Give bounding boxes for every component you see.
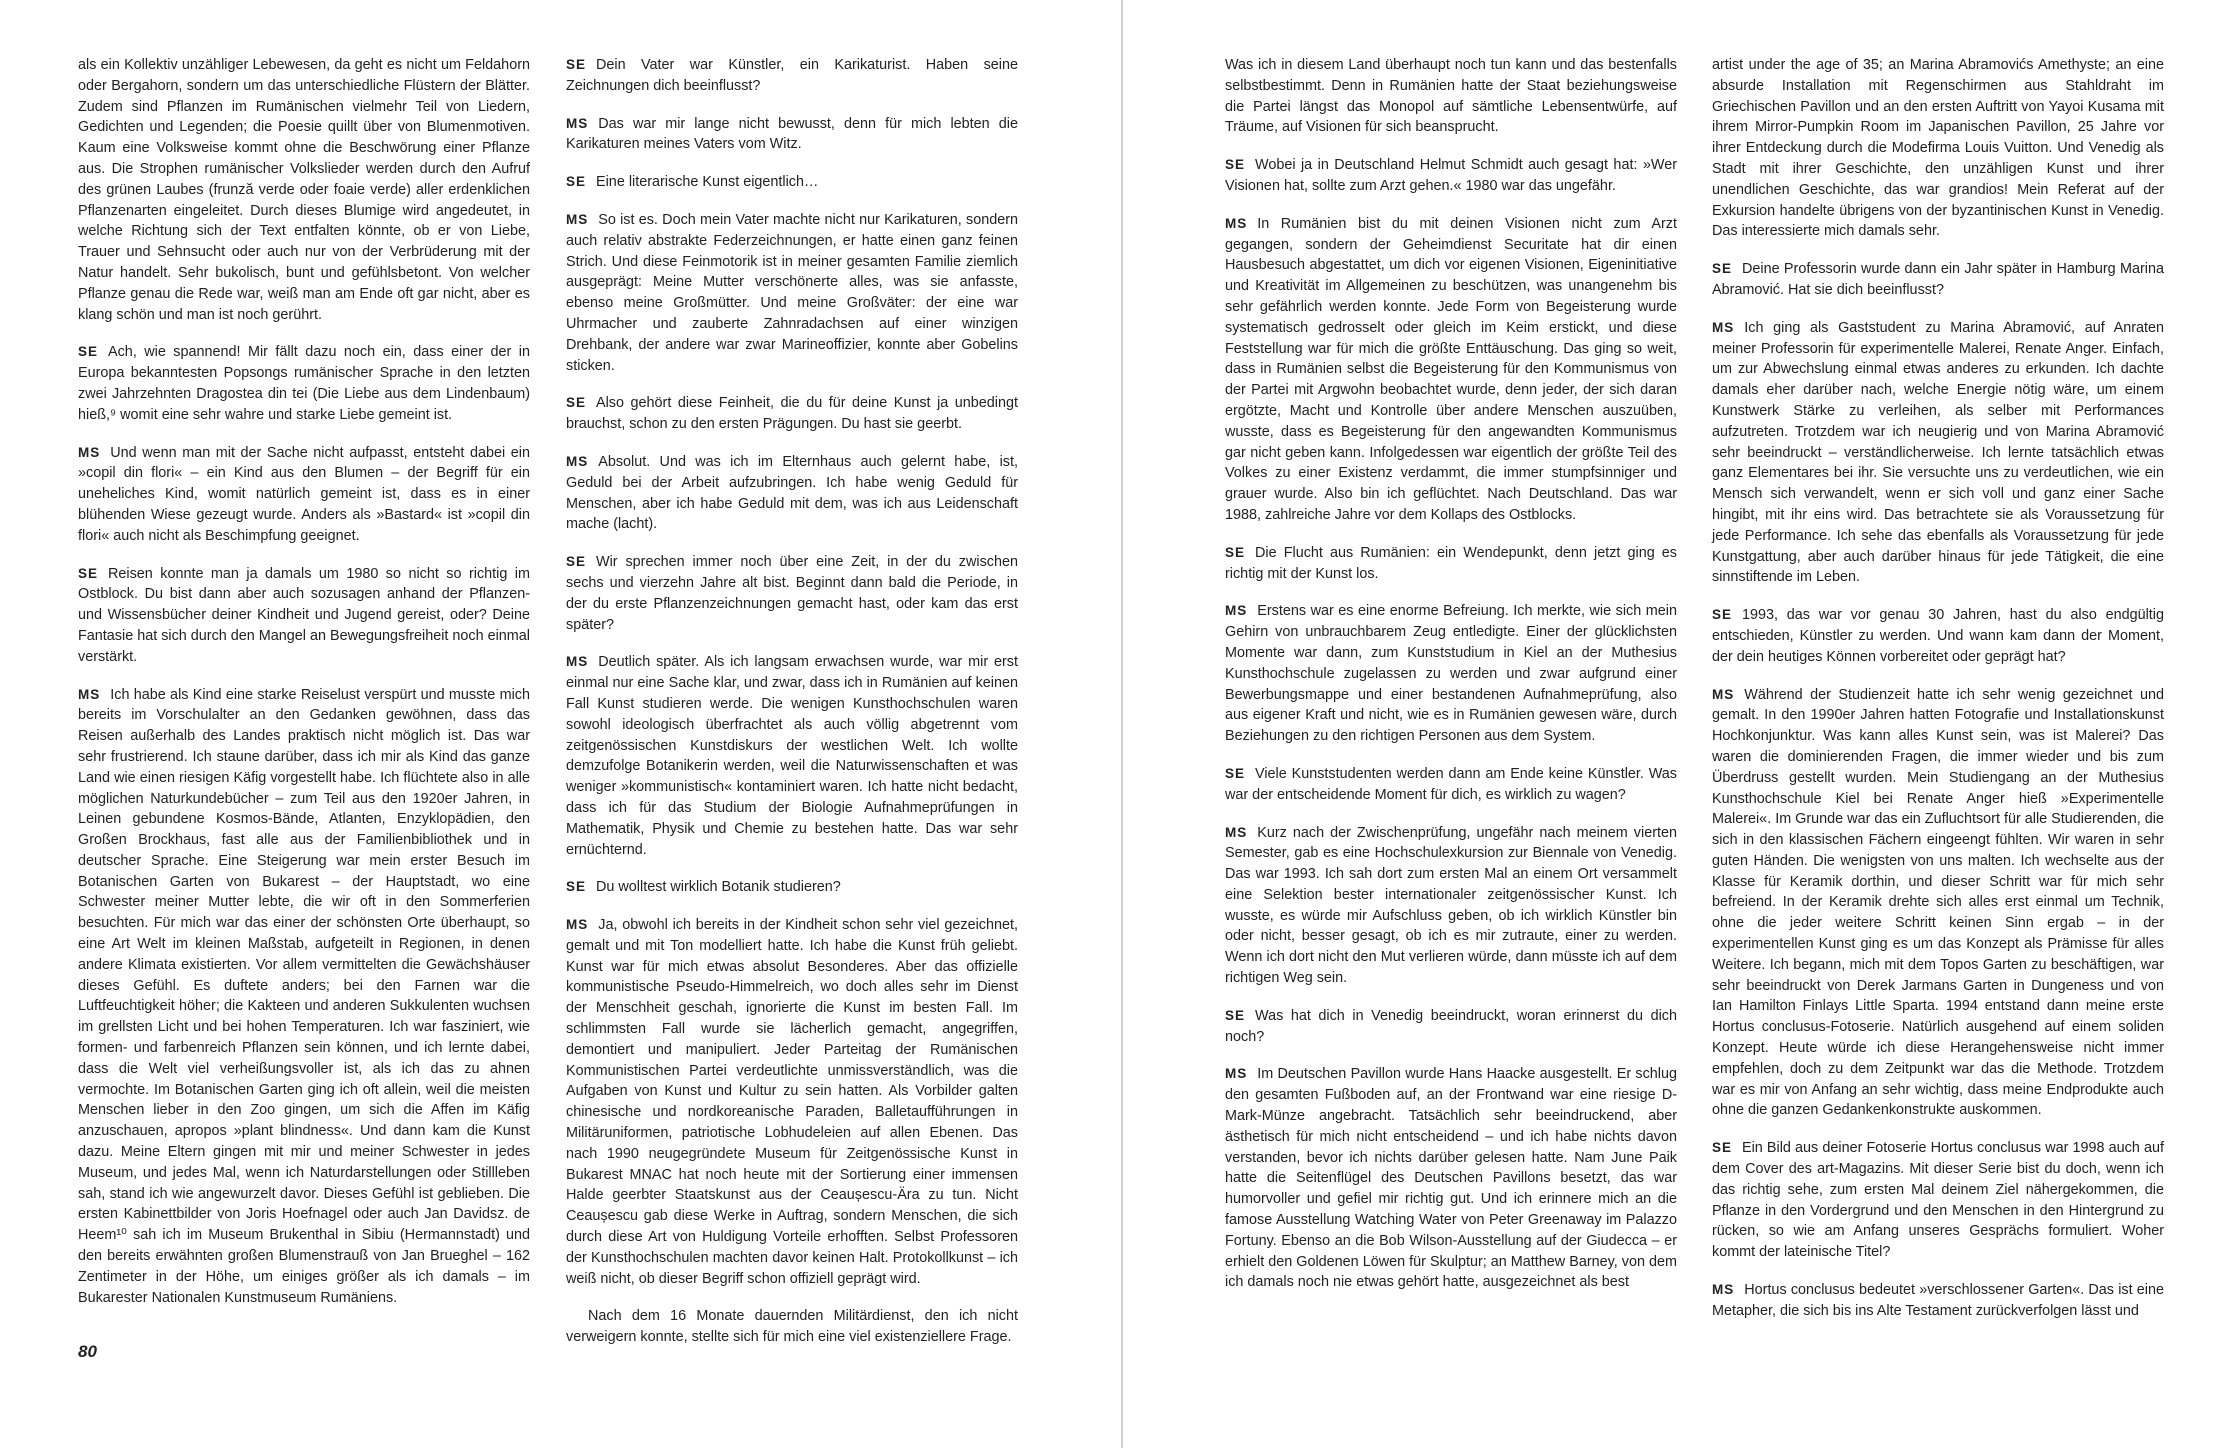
speaker-initials: MS <box>1712 686 1735 702</box>
paragraph-text: Und wenn man mit der Sache nicht aufpasst, entsteht dabei ein »copil din flori« – ein Kind aus den Blumen – der Begriff für ein uneheliches Kind, womit natürlich gemeint ist, dass es in einer blühenden Wiese gezeugt wurde. Anders als »Bastard« ist »copil din flori« auch nicht als Beschimpfung geeignet. <box>78 444 530 544</box>
interview-paragraph <box>78 443 530 547</box>
paragraph-text: Absolut. Und was ich im Elternhaus auch gelernt habe, ist, Geduld bei der Arbeit aufzubringen. Ich habe wenig Geduld für Menschen, aber ich habe Geduld mit dem, was ich aus Leidenschaft mache (lacht). <box>566 453 1018 533</box>
speaker-initials: MS <box>566 453 589 469</box>
paragraph-text: Hortus conclusus bedeutet »verschlossener Garten«. Das ist eine Metapher, die sich bis ins Alte Testament zurückverfolgen lässt und <box>1712 1282 2164 1319</box>
speaker-initials: SE <box>1225 157 1246 173</box>
interview-paragraph <box>566 172 1018 193</box>
speaker-initials: SE <box>78 344 99 360</box>
paragraph-text: Nach dem 16 Monate dauernden Militärdienst, den ich nicht verweigern konnte, stellte sich für mich eine viel existenziellere Frage. <box>566 1308 1018 1346</box>
paragraph-text: Im Deutschen Pavillon wurde Hans Haacke ausgestellt. Er schlug den gesamten Fußboden auf, an der Frontwand war eine riesige D-Mark-Münze angebracht. Tatsächlich sehr beeindruckend, aber ästhetisch für mich nicht entscheidend – und ich habe nichts davon verstanden, bevor ich nichts darüber gelesen hatte. Nam June Paik hatte die Seitenflügel des Deutschen Pavillons besetzt, das war humorvoller und gefiel mir richtig gut. Und ich erinnere mich an die famose Ausstellung Watching Water von Peter Greenaway im Palazzo Fortuny. Ebenso an die Bob Wilson-Ausstellung auf der Giudecca – er erhielt den Goldenen Löwen für Skulptur; an Matthew Barney, von dem ich damals noch nie etwas gehört hatte, ausgezeichnet als best <box>1225 1066 1677 1291</box>
paragraph-text: Eine literarische Kunst eigentlich… <box>596 174 819 191</box>
paragraph-text: So ist es. Doch mein Vater machte nicht nur Karikaturen, sondern auch relativ abstrakte Federzeichnungen, er hatte einen ganz feinen Strich. Und diese Feinmotorik ist in meiner gesamten Familie ziemlich ausgeprägt: Meine Mutter verschönerte alles, was sie anfasste, ebenso meine Großmütter. Und meine Großväter: der eine war Uhrmacher und zauberte Zahnradachsen auf einer winzigen Drehbank, der andere war zwar Marineoffizier, konnte aber Gobelins sticken. <box>566 211 1018 374</box>
paragraph-text: Viele Kunststudenten werden dann am Ende keine Künstler. Was war der entscheidende Moment für dich, es wirklich zu wagen? <box>1225 765 1677 803</box>
interview-paragraph <box>566 210 1018 376</box>
paragraph-text: Die Flucht aus Rumänien: ein Wendepunkt, denn jetzt ging es richtig mit der Kunst los. <box>1225 544 1677 582</box>
speaker-initials: SE <box>566 174 587 190</box>
interview-paragraph <box>566 55 1018 97</box>
interview-paragraph <box>566 915 1018 1289</box>
left-page-column-1 <box>78 55 530 1325</box>
paragraph-text: Erstens war es eine enorme Befreiung. Ich merkte, wie sich mein Gehirn von unbrauchbarem Zeug entledigte. Einer der glücklichsten Momente war dann, zum Kunststudium in Kiel an der Muthesius Kunsthochschule zugelassen zu werden und zwar aufgrund einer Bewerbungsmappe und einer bestandenen Aufnahmeprüfung, also aus eigener Kraft und nicht, wie es in Rumänien gewesen wäre, durch Beziehungen zu den richtigen Personen aus dem System. <box>1225 603 1677 745</box>
speaker-initials: MS <box>1712 1282 1735 1298</box>
paragraph-text: Also gehört diese Feinheit, die du für deine Kunst ja unbedingt brauchst, schon zu den ersten Prägungen. Du hast sie geerbt. <box>566 395 1018 433</box>
interview-paragraph <box>1712 1138 2164 1263</box>
paragraph-text: Deutlich später. Als ich langsam erwachsen wurde, war mir erst einmal nur eine Sache klar, und zwar, dass ich in Rumänien auf keinen Fall Kunst studieren werde. Die wenigen Kunsthochschulen waren sowohl ideologisch überfrachtet als auch völlig abgetrennt vom zeitgenössischen Kunstdiskurs der westlichen Welt. Ich wollte demzufolge Botanikerin werden, weil die Naturwissenschaften et was weniger »kommunistisch« kontaminiert waren. Ich hatte nicht bedacht, dass ich für das Studium der Biologie Aufnahmeprüfungen in Mathematik, Physik und Chemie zu bestehen hatte. Das war sehr ernüchternd. <box>566 654 1018 858</box>
paragraph-text: als ein Kollektiv unzähliger Lebewesen, da geht es nicht um Feldahorn oder Bergahorn, sondern um das unterschiedliche Flüstern der Blätter. Zudem sind Pflanzen im Rumänischen vielmehr Teil von Liedern, Gedichten und Legenden; die Poesie quillt über von Blumenmotiven. Kaum eine Volksweise kommt ohne die Beschwörung einer Pflanze aus. Die Strophen rumänischer Volkslieder werden durch den Aufruf des grünen Laubes (frunză verde oder foaie verde) aller erdenklichen Pflanzenarten eingeleitet. Durch dieses Blumige wird angedeutet, in welche Richtung sich der Text entfalten könnte, ob er von Liebe, Trauer und Sehnsucht oder auch nur von der Verbrüderung mit der Natur handelt. Sehr bukolisch, bunt und gefühlsbetont. Von welcher Pflanze genau die Rede war, weiß man am Ende oft gar nicht, aber es klang schön und man ist noch gerührt. <box>78 57 530 323</box>
right-page <box>1125 0 2240 1448</box>
right-page-column-2 <box>1712 55 2164 1339</box>
paragraph-text: Reisen konnte man ja damals um 1980 so nicht so richtig im Ostblock. Du bist dann aber auch sozusagen anhand der Pflanzen- und Wissensbücher deiner Kindheit und Jugend gereist, oder? Deine Fantasie hat sich durch den Mangel an Bewegungsfreiheit noch einmal verstärkt. <box>78 565 530 665</box>
page-gutter <box>1121 0 1123 1448</box>
paragraph-text: In Rumänien bist du mit deinen Visionen nicht zum Arzt gegangen, sondern der Geheimdienst Securitate hat dir einen Hausbesuch abgestattet, um dich vor eigenen Visionen, Eigeninitiative und Kreativität im Allgemeinen zu beschützen, was unangenehm bis sehr gefährlich werden konnte. Jede Form von Begeisterung wurde systematisch gedrosselt oder gleich im Keim erstickt, und diese Feststellung war für mich die größte Enttäuschung. Das ging so weit, dass in Rumänien selbst die Begeisterung für den Kommunismus von der Partei mit Argwohn beobachtet wurde, denn jeder, der sich daran ergötzte, Macht und Kontrolle über andere Menschen auszuüben, wusste, dass es Begeisterung für den angewandten Kommunismus gar nicht geben kann. Infolgedessen war eigentlich der größte Teil des Volkes zu einer Existenz verdammt, die immer stumpfsinniger und grauer wurde. Also bin ich geflüchtet. Nach Deutschland. Das war 1988, zahlreiche Jahre vor dem Kollaps des Ostblocks. <box>1225 215 1677 523</box>
interview-paragraph <box>1712 318 2164 588</box>
interview-paragraph <box>1712 259 2164 301</box>
interview-paragraph <box>566 114 1018 156</box>
paragraph-text: Was ich in diesem Land überhaupt noch tun kann und das bestenfalls selbstbestimmt. Denn in Rumänien hatte der Staat beziehungsweise die Partei längst das Monopol auf sämtliche Lebensentwürfe, auf Träume, auf Visionen für sich beansprucht. <box>1225 57 1677 136</box>
paragraph-text: Ich ging als Gaststudent zu Marina Abramović, auf Anraten meiner Professorin für experimentelle Malerei, Renate Anger. Einfach, um zur Abwechslung einmal etwas anderes zu erkunden. Ich dachte damals eher darüber nach, welche Energie nötig wäre, um einem Kunstwerk Stärke zu verleihen, als selber mit Performances aufzutreten. Trotzdem war ich neugierig und von Marina Abramović sehr beeindruckt – verständlicherweise. Ich lernte tatsächlich etwas ganz Elementares bei ihr. Sie versuchte uns zu verdeutlichen, wie ein Mensch sich verwandelt, wenn er sich voll und ganz einer Sache hingibt, mit ihr eins wird. Das betrachtete sie als Voraussetzung für jede Performance. Ich sehe das ebenfalls als Voraussetzung für jede Kunstgattung, aber auch darüber hinaus für jede Tätigkeit, die eine sinnstiftende im Leben. <box>1712 319 2164 586</box>
interview-paragraph <box>1225 1006 1677 1048</box>
speaker-initials: SE <box>566 879 587 895</box>
speaker-initials: SE <box>1712 607 1733 623</box>
speaker-initials: SE <box>1712 1140 1733 1156</box>
interview-paragraph <box>1225 823 1677 989</box>
paragraph-text: Deine Professorin wurde dann ein Jahr später in Hamburg Marina Abramović. Hat sie dich beeinflusst? <box>1712 261 2164 298</box>
interview-paragraph <box>1225 155 1677 197</box>
interview-paragraph <box>1712 685 2164 1122</box>
speaker-initials: MS <box>1225 1066 1248 1082</box>
interview-paragraph <box>1225 601 1677 747</box>
speaker-initials: SE <box>1225 544 1246 560</box>
interview-paragraph <box>1225 214 1677 526</box>
interview-paragraph <box>1225 1064 1677 1293</box>
paragraph-text: Du wolltest wirklich Botanik studieren? <box>596 879 841 896</box>
paragraph-text: Ein Bild aus deiner Fotoserie Hortus conclusus war 1998 auch auf dem Cover des art-Magazins. Mit dieser Serie bist du doch, wenn ich das richtig sehe, zum ersten Mal deinem Ziel nähergekommen, die Pflanze in den Vordergrund und den Menschen in den Hintergrund zu rücken, so wie am Anfang unseres Gesprächs formuliert. Woher kommt der lateinische Titel? <box>1712 1140 2164 1261</box>
interview-paragraph <box>566 1306 1018 1348</box>
page-number: 80 <box>78 1342 97 1361</box>
speaker-initials: MS <box>566 211 589 227</box>
paragraph-text: Ach, wie spannend! Mir fällt dazu noch ein, dass einer der in Europa bekanntesten Popsongs rumänischer Sprache in den letzten zwei Jahrzehnten Dragostea din tei (Die Liebe aus dem Lindenbaum) hieß,⁹ womit eine sehr wahre und starke Liebe gemeint ist. <box>78 344 530 423</box>
speaker-initials: MS <box>1225 603 1248 619</box>
interview-paragraph <box>1712 1280 2164 1322</box>
interview-paragraph <box>566 552 1018 635</box>
speaker-initials: MS <box>1225 824 1248 840</box>
interview-paragraph <box>78 564 530 668</box>
interview-paragraph <box>1712 605 2164 667</box>
speaker-initials: MS <box>78 444 101 460</box>
paragraph-text: Kurz nach der Zwischenprüfung, ungefähr nach meinem vierten Semester, gab es eine Hochschulexkursion zur Biennale von Venedig. Das war 1993. Ich sah dort zum ersten Mal an einem Ort versammelt eine Selektion bester internationaler zeitgenössischer Kunst. Ich wusste, es würde mir Aufschluss geben, ob ich wirklich Künstler bin oder nicht, besser gesagt, ob ich es mir zutraute, einer zu werden. Wenn ich dort nicht den Mut verlieren würde, dann müsste ich auf dem richtigen Weg sein. <box>1225 824 1677 987</box>
interview-paragraph <box>566 877 1018 898</box>
interview-paragraph <box>78 685 530 1309</box>
paragraph-text: artist under the age of 35; an Marina Abramovićs Amethyste; an eine absurde Installation mit Regenschirmen aus Stahldraht im Griechischen Pavillon und an den ersten Auftritt von Yayoi Kusama mit ihrem Mirror-Pumpkin Room im Japanischen Pavillon, 25 Jahre vor ihrer Entdeckung durch die Modefirma Louis Vuitton. Und Venedig als Stadt mit ihrer Geschichte, den unzähligen Kunst und ihrer unendlichen Geschichte, das war grandios! Mein Referat auf der Exkursion handelte übrigens von der byzantinischen Kunst in Venedig. Das interessierte mich damals sehr. <box>1712 57 2164 240</box>
interview-paragraph <box>1712 55 2164 242</box>
speaker-initials: SE <box>1225 765 1246 781</box>
paragraph-text: Wobei ja in Deutschland Helmut Schmidt auch gesagt hat: »Wer Visionen hat, sollte zum Arzt gehen.« 1980 war das ungefähr. <box>1225 157 1677 194</box>
speaker-initials: SE <box>1225 1007 1246 1023</box>
speaker-initials: MS <box>566 917 589 933</box>
interview-paragraph <box>566 652 1018 860</box>
interview-paragraph <box>1225 55 1677 138</box>
paragraph-text: Ja, obwohl ich bereits in der Kindheit schon sehr viel gezeichnet, gemalt und mit Ton modelliert hatte. Ich habe die Kunst früh geliebt. Kunst war für mich etwas absolut Besonderes. Aber das offizielle kommunistische Pseudo-Himmelreich, wo doch alles sehr im Dienst der Menschheit geschah, ignorierte die Kunst im besten Fall. Im schlimmsten Fall wurde sie lächerlich gemacht, angegriffen, demontiert und manipuliert. Jeder Parteitag der Rumänischen Kommunistischen Partei verdeutlichte unmissverständlich, was die Aufgaben von Kunst und Kultur zu sein hatten. Als Vorbilder galten chinesische und nordkoreanische Paraden, Balletaufführungen in Militäruniformen, patriotische Lobhudeleien auf allen Ebenen. Das nach 1990 neugegründete Museum für Zeitgenössische Kunst in Bukarest MNAC hat noch heute mit der Sortierung einer immensen Halde geerbter Staatskunst aus der Ceaușescu-Ära zu tun. Nicht Ceaușescu gab diese Werke in Auftrag, sondern Menschen, die sich durch diese Art von Huldigung Vorteile erhofften. Selbst Professoren der Kunsthochschulen machten davor keinen Halt. Protokollkunst – ich weiß nicht, ob dieser Begriff schon offiziell geprägt wird. <box>566 917 1018 1287</box>
speaker-initials: MS <box>566 115 589 131</box>
speaker-initials: SE <box>566 57 587 72</box>
speaker-initials: SE <box>566 395 587 411</box>
interview-paragraph <box>566 393 1018 435</box>
speaker-initials: SE <box>566 554 587 570</box>
speaker-initials: SE <box>78 565 99 581</box>
interview-paragraph <box>566 452 1018 535</box>
right-page-column-1 <box>1225 55 1677 1310</box>
paragraph-text: Während der Studienzeit hatte ich sehr wenig gezeichnet und gemalt. In den 1990er Jahren hatten Fotografie und Installationskunst Hochkonjunktur. Was kann alles Kunst sein, was ist Malerei? Das waren die dominierenden Fragen, die immer wieder und bis zum Überdruss gestellt wurden. Mein Studiengang an der Muthesius Kunsthochschule Kiel bei Renate Anger hieß »Experimentelle Malerei«. Im Grunde war das ein Zufluchtsort für alle Studierenden, die sich in den klassischen Fächern eingeengt fühlten. Wir waren in sehr guten Händen. Die wenigsten von uns malten. Ich wechselte aus der Klasse für Keramik dorthin, und dieser Schritt war für mich sehr befreiend. In der Keramik drehte sich alles erst einmal um Technik, ohne die jeder weitere Schritt keinen Sinn ergab – in der experimentellen Kunst ging es um das Konzept als Prämisse für alles Weitere. Ich begann, mich mit dem Topos Garten zu beschäftigen, war sehr beeindruckt von Derek Jarmans Garten in Dungeness und von Ian Hamilton Finlays Little Sparta. 1994 entstand dann meine erste Hortus conclusus-Fotoserie. Natürlich ausgehend auf einem soliden Konzept. Heute würde ich diese Herangehensweise nicht immer empfehlen, doch zu dem Zeitpunkt war das die Methode. Trotzdem war es mir von Anfang an sehr wichtig, dass meine Endprodukte auch ohne die ganzen Gedankenkonstrukte auskommen. <box>1712 686 2164 1119</box>
paragraph-text: Dein Vater war Künstler, ein Karikaturist. Haben seine Zeichnungen dich beeinflusst? <box>566 57 1018 94</box>
paragraph-text: 1993, das war vor genau 30 Jahren, hast du also endgültig entschieden, Künstler zu werden. Und wann kam dann der Moment, der dein heutiges Können vorbereitet oder geprägt hat? <box>1712 607 2164 665</box>
interview-paragraph <box>78 342 530 425</box>
paragraph-text: Das war mir lange nicht bewusst, denn für mich lebten die Karikaturen meines Vaters vom Witz. <box>566 115 1018 153</box>
left-page-column-2 <box>566 55 1018 1365</box>
speaker-initials: MS <box>78 686 101 702</box>
paragraph-text: Was hat dich in Venedig beeindruckt, woran erinnerst du dich noch? <box>1225 1007 1677 1045</box>
speaker-initials: MS <box>1712 319 1735 335</box>
interview-paragraph <box>1225 543 1677 585</box>
paragraph-text: Ich habe als Kind eine starke Reiselust verspürt und musste mich bereits im Vorschulalter an den Gedanken gewöhnen, dass das Reisen außerhalb des Landes praktisch nicht möglich ist. Das war sehr frustrierend. Ich staune darüber, dass ich mir als Kind das ganze Land wie einen riesigen Käfig vorgestellt habe. Ich flüchtete also in alle möglichen Naturkundebücher – zum Teil aus den 1920er Jahren, in Leinen gebundene Kosmos-Bände, Atlanten, Enzyklopädien, den Großen Brockhaus, fast alle aus der Familienbibliothek und in deutscher Sprache. Eine Steigerung war mein erster Besuch im Botanischen Garten von Bukarest – der Hauptstadt, wo eine Schwester meiner Mutter lebte, die wir oft in den Sommerferien besuchten. Für mich war das einer der schönsten Orte überhaupt, so eine Art Welt im kleinen Maßstab, aufgeteilt in Regionen, in denen andere Klimata existierten. Vor allem vermittelten die Gewächshäuser dieses Gefühl. Es duftete anders; bei den Farnen war die Luftfeuchtigkeit höher; die Kakteen und anderen Sukkulenten wuchsen im grellsten Licht und bei hohen Temperaturen. Ich war fasziniert, wie formen- und farbenreich Pflanzen sein können, und ich lernte dabei, dass die Welt viel verheißungsvoller ist, als ich das zu ahnen vermochte. Im Botanischen Garten ging ich oft allein, weil die meisten Menschen lieber in den Zoo gingen, um sich die Affen im Käfig anzuschauen, apropos »plant blindness«. Und dann kam die Kunst dazu. Meine Eltern gingen mit mir und meiner Schwester in jedes Museum, und jedes Mal, wenn ich Naturdarstellungen oder Stillleben sah, stand ich wie angewurzelt davor. Dieses Gefühl ist geblieben. Die ersten Kabinettbilder von Joris Hoefnagel oder auch Jan Davidsz. de Heem¹⁰ sah ich im Museum Brukenthal in Sibiu (Hermannstadt) und den bereits erwähnten großen Blumenstrauß von Jan Brueghel – 162 Zentimeter in der Höhe, um einiges größer als ich damals – im Bukarester Nationalen Kunstmuseum Rumäniens. <box>78 686 530 1306</box>
interview-paragraph <box>78 55 530 325</box>
speaker-initials: SE <box>1712 261 1733 277</box>
paragraph-text: Wir sprechen immer noch über eine Zeit, in der du zwischen sechs und vierzehn Jahre alt bist. Beginnt dann bald die Periode, in der du erste Pflanzenzeichnungen gemacht hast, oder kam das erst später? <box>566 554 1018 633</box>
speaker-initials: MS <box>566 654 589 670</box>
interview-paragraph <box>1225 764 1677 806</box>
speaker-initials: MS <box>1225 215 1248 231</box>
